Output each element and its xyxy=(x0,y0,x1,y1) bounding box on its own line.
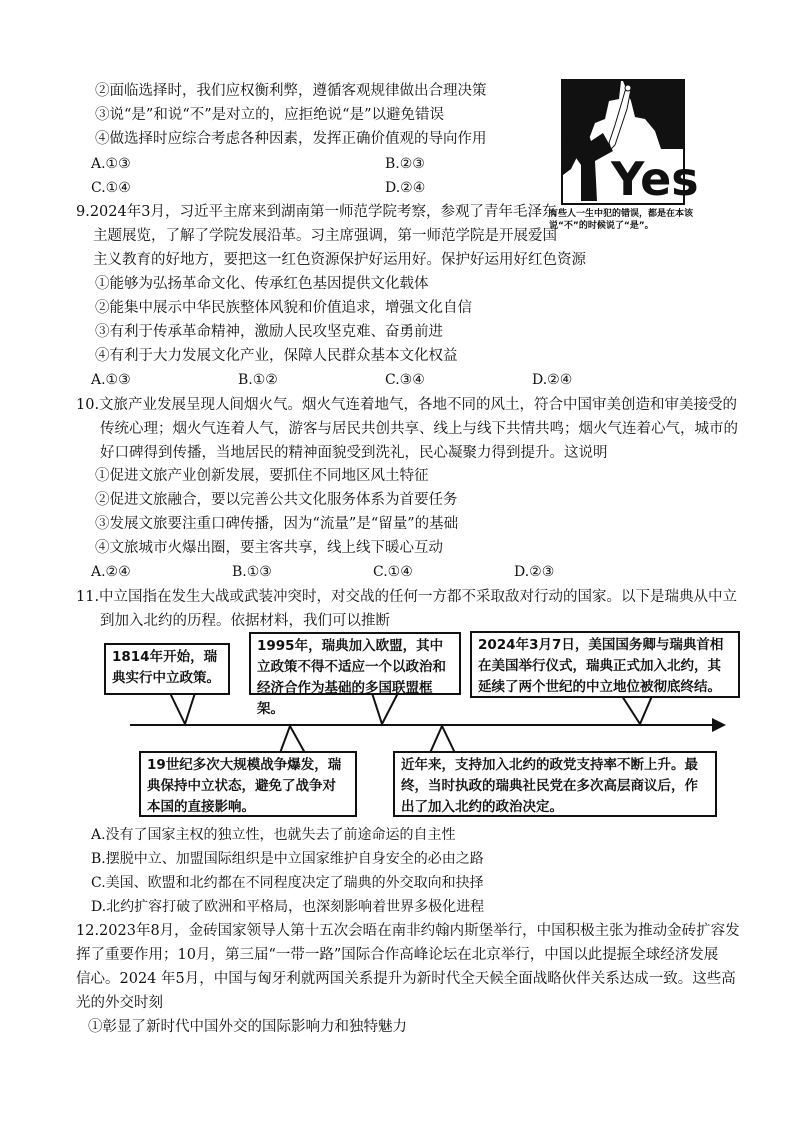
q9-stem-line-1: 9.2024年3月，习近平主席来到湖南第一师范学院考察，参观了青年毛泽东 xyxy=(76,204,557,220)
q8-choice-a: A.①③ xyxy=(91,156,131,172)
q9-item-4: ④有利于大力发展文化产业，保障人民群众基本文化权益 xyxy=(95,348,458,364)
q10-stem-line-1: 10.文旅产业发展呈现人间烟火气。烟火气连着地气，各地不同的风土，符合中国审美创造和审美接受的 xyxy=(76,397,738,413)
q10-item-2: ②促进文旅融合，要以完善公共文化服务体系为首要任务 xyxy=(95,492,458,508)
timeline-event-19th-century: 19世纪多次大规模战争爆发，瑞典保持中立状态，避免了战争对本国的直接影响。 xyxy=(139,751,357,817)
timeline-axis xyxy=(130,724,715,726)
timeline-arrow-icon xyxy=(712,718,726,732)
q10-item-1: ①促进文旅产业创新发展，要抓住不同地区风土特征 xyxy=(95,468,429,484)
q12-stem-line-2: 挥了重要作用；10月，第三届“一带一路”国际合作高峰论坛在北京举行，中国以此提振全球经济发展 xyxy=(76,947,719,963)
q11-choice-b: B.摆脱中立、加盟国际组织是中立国家维护自身安全的必由之路 xyxy=(91,851,484,867)
q10-item-4: ④文旅城市火爆出圈，要主客共享，线上线下暖心互动 xyxy=(95,540,443,556)
q11-stem-line-2: 到加入北约的历程。依据材料，我们可以推断 xyxy=(100,613,390,629)
q12-stem-line-4: 光的外交时刻 xyxy=(76,995,163,1011)
q9-item-2: ②能集中展示中华民族整体风貌和价值追求，增强文化自信 xyxy=(95,300,472,316)
q8-option-2: ②面临选择时，我们应权衡利弊，遵循客观规律做出合理决策 xyxy=(95,83,487,99)
q9-choice-a: A.①③ xyxy=(91,372,131,388)
q9-choice-b: B.①② xyxy=(238,372,278,388)
q9-choice-c: C.③④ xyxy=(385,372,425,388)
q9-item-1: ①能够为弘扬革命文化、传承红色基因提供文化载体 xyxy=(95,276,429,292)
timeline-event-2024: 2024年3月7日，美国国务卿与瑞典首相在美国举行仪式，瑞典正式加入北约，其延续了两个世纪的中立地位被彻底终结。 xyxy=(470,631,740,698)
q8-option-4: ④做选择时应综合考虑各种因素，发挥正确价值观的导向作用 xyxy=(95,131,487,147)
q8-option-3: ③说“是”和说“不”是对立的，应拒绝说“是”以避免错误 xyxy=(95,107,444,123)
q10-stem-line-2: 传统心理；烟火气连着人气，游客与居民共创共享、线上与线下共情共鸣；烟火气连着心气，城市的 xyxy=(100,421,738,437)
q12-item-1: ①彰显了新时代中国外交的国际影响力和独特魅力 xyxy=(88,1019,407,1035)
q9-choice-d: D.②④ xyxy=(532,372,573,388)
yes-word: Yes xyxy=(611,152,699,206)
q8-choice-b: B.②③ xyxy=(385,156,425,172)
q10-choice-c: C.①④ xyxy=(373,564,413,580)
q11-choice-c: C.美国、欧盟和北约都在不同程度决定了瑞典的外交取向和抉择 xyxy=(91,875,484,891)
q9-stem-line-2: 主题展览，了解了学院发展沿革。习主席强调，第一师范学院是开展爱国 xyxy=(93,228,557,244)
q11-stem-line-1: 11.中立国指在发生大战或武装冲突时，对交战的任何一方都不采取敌对行动的国家。以下是瑞典从中立 xyxy=(76,589,738,605)
timeline-event-recent-years: 近年来，支持加入北约的政党支持率不断上升。最终，当时执政的瑞典社民党在多次高层商议后，作出了加入北约的政治决定。 xyxy=(393,751,717,817)
q12-stem-line-3: 信心。2024 年5月，中国与匈牙利就两国关系提升为新时代全天候全面战略伙伴关系达成一致。这些高 xyxy=(76,971,736,987)
timeline-event-1814: 1814年开始，瑞典实行中立政策。 xyxy=(104,643,230,695)
q8-choice-d: D.②④ xyxy=(385,180,426,196)
q11-choice-a: A.没有了国家主权的独立性，也就失去了前途命运的自主性 xyxy=(91,827,456,843)
q9-stem-line-3: 主义教育的好地方，要把这一红色资源保护好运用好。保护好运用好红色资源 xyxy=(93,252,586,268)
q10-choice-d: D.②③ xyxy=(514,564,555,580)
q8-choice-c: C.①④ xyxy=(91,180,131,196)
q10-choice-b: B.①③ xyxy=(232,564,272,580)
q11-choice-d: D.北约扩容打破了欧洲和平格局，也深刻影响着世界多极化进程 xyxy=(91,899,485,915)
q10-item-3: ③发展文旅要注重口碑传播，因为“流量”是“留量”的基础 xyxy=(95,516,459,532)
timeline-event-1995: 1995年，瑞典加入欧盟，其中立政策不得不适应一个以政治和经济合作为基础的多国联盟框架。 xyxy=(249,632,461,695)
q10-stem-line-3: 好口碑得到传播，当地居民的精神面貌受到洗礼，民心凝聚力得到提升。这说明 xyxy=(100,445,608,461)
q10-choice-a: A.②④ xyxy=(91,564,131,580)
yes-caption: 有些人一生中犯的错误，都是在本该说“不”的时候说了“是”。 xyxy=(549,209,694,231)
q9-item-3: ③有利于传承革命精神，激励人民攻坚克难、奋勇前进 xyxy=(95,324,443,340)
q12-stem-line-1: 12.2023年8月，金砖国家领导人第十五次会晤在南非约翰内斯堡举行，中国积极主张为推动金砖扩容发 xyxy=(76,923,740,939)
